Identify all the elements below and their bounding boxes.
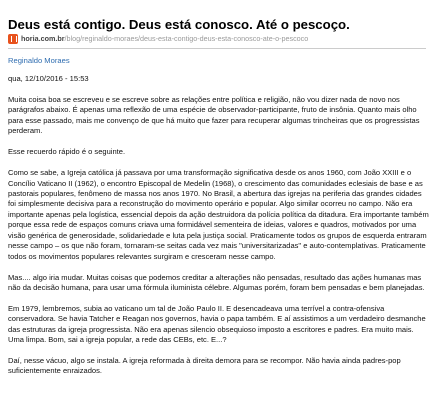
paragraph: Muita coisa boa se escreveu e se escreve sobre as relações entre política e religião, não vou dizer nada de novo nos parágrafos abaixo. É apenas uma reflexão de uma espécie de observador-participante, fruto de insônia. Quanto mais olho para esse passado, mais me convenço de que há muito que fazer para recuperar algumas trincheiras que os progressistas perderam. [8, 95, 420, 136]
paragraph: Esse recuerdo rápido é o seguinte. [8, 147, 126, 157]
author-link[interactable]: Reginaldo Moraes [8, 56, 70, 65]
site-favicon-icon [8, 34, 18, 44]
source-url[interactable] [8, 33, 428, 45]
article-body [8, 95, 430, 387]
publish-date: qua, 12/10/2016 - 15:53 [8, 74, 89, 83]
header-divider [8, 48, 426, 49]
paragraph: Daí, nesse vácuo, algo se instala. A igreja reformada à direita demora para se recompor. Não havia ainda padres-pop suficientemente enraizados. [8, 356, 401, 376]
paragraph: Mas.... algo iria mudar. Muitas coisas que podemos creditar a alterações não pensadas, resultado das ações humanas mas não da decisão humana, para usar uma fórmula iluminista célebre. Algumas porém, foram bem pensadas e bem planejadas. [8, 272, 425, 292]
source-path[interactable]: /blog/reginaldo-moraes/deus-esta-contigo-deus-esta-conosco-ate-o-pescoco [64, 34, 309, 43]
paragraph: Em 1979, lembremos, subia ao vaticano um tal de João Paulo II. E desencadeava uma terrível a contra-ofensiva conservadora. Se havia Tatcher e Reagan nos governos, havia o papa também. E aí assistimos a um verdadeiro desmanche das estruturas da igreja progressista. Não era apenas silencio obsequioso imposto a escritores e padres. Era muito mais. Uma limpa. Bom, sai a igreja popular, a rede das CEBs, etc. E...? [8, 303, 426, 345]
article-title: Deus está contigo. Deus está conosco. Até o pescoço. [8, 16, 350, 32]
source-domain[interactable]: horia.com.br [21, 34, 65, 43]
paragraph: Como se sabe, a Igreja católica já passava por uma transformação significativa desde os anos 1960, com João XXIII e o Concílio Vaticano II (1962), o encontro Episcopal de Medelin (1968), o crescimento das comunidades eclesiais de base e as pastorais populares, fenômeno de massa nos anos 1970. No Brasil, a abertura das igrejas na periferia das grandes cidades foi simplesmente decisiva para a reconstrução do movimento operário e popular. Algo similar ocorreu no campo. Não era importante apenas pela logística, essencial depois da ação destruidora da polícia política da ditadura. Era importante também porque essa rede de espaços comuns criava uma formidável sementeira de ideias, valores e quadros, motivados por uma visão genérica de generosidade, solidariedade e luta pela justiça social. Praticamente todos os grupos de esquerda entraram nesse campo – os que não foram, tornaram-se seitas cada vez mais "universitarizadas" e auto-contemplativas. Praticamente todos os movimentos populares relevantes surgiram e cresceram nesse campo. [8, 168, 429, 261]
